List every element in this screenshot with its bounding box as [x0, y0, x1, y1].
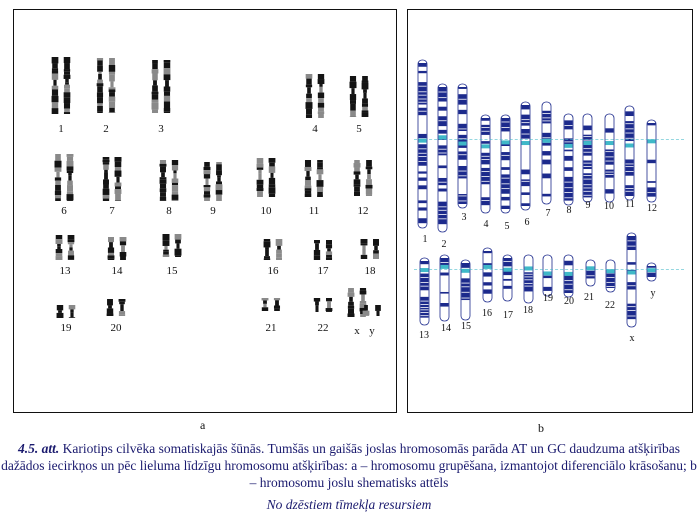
chromosome-pair-9 — [200, 161, 226, 203]
chromosome-label-7: 7 — [109, 205, 115, 217]
ideogram-label-4: 4 — [483, 219, 489, 230]
chromosome-label-y: y — [369, 325, 375, 337]
ideogram-10 — [604, 113, 615, 203]
ideogram-label-1: 1 — [422, 234, 428, 245]
ideogram-y — [646, 262, 657, 282]
ideogram-20 — [563, 254, 574, 298]
ideogram-17 — [502, 254, 513, 302]
chromosome-label-9: 9 — [210, 205, 216, 217]
chromosome-label-16: 16 — [267, 265, 279, 277]
chromosome-pair-17 — [310, 239, 336, 262]
chromosome-pair-14 — [104, 236, 130, 262]
chromosome-pair-3 — [148, 59, 174, 115]
chromosome-pair-5 — [346, 75, 372, 119]
chromosome-pair-21 — [258, 297, 284, 313]
chromosome-label-22: 22 — [317, 322, 329, 334]
chromosome-label-12: 12 — [357, 205, 369, 217]
figure-source: No dzēstiem tīmekļa resursiem — [266, 497, 432, 512]
chromosome-pair-18 — [357, 238, 383, 261]
chromosome-label-4: 4 — [312, 123, 318, 135]
chromosome-label-8: 8 — [166, 205, 172, 217]
ideogram-9 — [582, 113, 593, 203]
ideogram-6 — [520, 101, 531, 211]
ideogram-label-x: x — [629, 333, 635, 344]
chromosome-pair-7 — [99, 156, 125, 203]
chromosome-label-15: 15 — [166, 265, 178, 277]
chromosome-label-6: 6 — [61, 205, 67, 217]
ideogram-label-22: 22 — [605, 300, 615, 311]
caption-lead: 4.5. att. — [18, 441, 60, 456]
ideogram-label-7: 7 — [545, 208, 551, 219]
ideogram-label-21: 21 — [584, 292, 594, 303]
chromosome-label-18: 18 — [364, 265, 376, 277]
chromosome-pair-16 — [260, 238, 286, 262]
chromosome-label-11: 11 — [308, 205, 320, 217]
chromosome-label-21: 21 — [265, 322, 277, 334]
chromosome-pair-15 — [159, 233, 185, 259]
chromosome-pair-1 — [48, 56, 74, 116]
ideogram-label-15: 15 — [461, 321, 471, 332]
chromosome-pair-19 — [53, 304, 79, 320]
ideogram-panel — [407, 9, 693, 413]
ideogram-label-17: 17 — [503, 310, 513, 321]
ideogram-label-18: 18 — [523, 305, 533, 316]
ideogram-label-10: 10 — [604, 201, 614, 212]
figure-caption — [0, 440, 698, 491]
ideogram-21 — [585, 259, 596, 287]
panel-b-label: b — [538, 421, 544, 435]
ideogram-13 — [419, 257, 430, 326]
ideogram-11 — [624, 105, 635, 201]
chromosome-pair-12 — [350, 159, 376, 198]
ideogram-label-20: 20 — [564, 296, 574, 307]
ideogram-18 — [523, 254, 534, 304]
ideogram-5 — [500, 114, 511, 214]
ideogram-label-19: 19 — [543, 293, 553, 304]
chromosome-label-10: 10 — [260, 205, 272, 217]
ideogram-label-8: 8 — [566, 205, 572, 216]
ideogram-2 — [437, 83, 448, 233]
karyotype-photo-panel — [13, 9, 397, 413]
ideogram-label-3: 3 — [461, 212, 467, 223]
ideogram-16 — [482, 247, 493, 303]
chromosome-label-2: 2 — [103, 123, 109, 135]
chromosome-pair-13 — [52, 234, 78, 262]
chromosome-label-20: 20 — [110, 322, 122, 334]
chromosome-label-3: 3 — [158, 123, 164, 135]
chromosome-label-5: 5 — [356, 123, 362, 135]
chromosome-pair-22 — [310, 297, 336, 314]
ideogram-label-y: y — [650, 288, 656, 299]
ideogram-19 — [542, 254, 553, 297]
ideogram-22 — [605, 259, 616, 293]
ideogram-label-6: 6 — [524, 217, 530, 228]
ideogram-3 — [457, 83, 468, 209]
ideogram-12 — [646, 119, 657, 203]
ideogram-label-11: 11 — [625, 199, 635, 210]
ideogram-x — [626, 232, 637, 328]
ideogram-1 — [417, 59, 428, 229]
chromosome-label-x: x — [354, 325, 360, 337]
ideogram-8 — [563, 113, 574, 206]
ideogram-4 — [480, 114, 491, 214]
ideogram-14 — [439, 254, 450, 322]
chromosome-pair-11 — [301, 159, 327, 199]
chromosome-label-13: 13 — [59, 265, 71, 277]
chromosome-label-17: 17 — [317, 265, 329, 277]
ideogram-label-2: 2 — [441, 239, 447, 250]
panel-a-label: a — [200, 418, 206, 432]
chromosome-pair-6 — [51, 153, 77, 203]
centromere-guide-line — [414, 269, 684, 270]
centromere-guide-line — [414, 139, 684, 140]
ideogram-label-5: 5 — [504, 221, 510, 232]
chromosome-pair-10 — [253, 157, 279, 199]
ideogram-7 — [541, 101, 552, 205]
ideogram-label-16: 16 — [482, 308, 492, 319]
caption-text: Kariotips cilvēka somatiskajās šūnās. Tumšās un gaišās joslas hromosomās parāda AT un GC daudzuma atšķirības dažādos iecirkņos un pēc lieluma līdzīgu hromosomu atšķirības: a – hromosomu grupēšana, izmantojot diferenciālo krāsošanu; b – hromosomu joslu shematisks attēls — [1, 441, 697, 490]
ideogram-label-9: 9 — [585, 200, 591, 211]
chromosome-pair-20 — [103, 298, 129, 318]
chromosome-pair-4 — [302, 73, 328, 120]
chromosome-label-19: 19 — [60, 322, 72, 334]
chromosome-label-1: 1 — [58, 123, 64, 135]
chromosome-pair-8 — [156, 159, 182, 203]
chromosome-pair-2 — [93, 57, 119, 115]
chromosome-pair-y — [359, 304, 385, 318]
ideogram-label-13: 13 — [419, 330, 429, 341]
ideogram-label-14: 14 — [441, 323, 451, 334]
chromosome-label-14: 14 — [111, 265, 123, 277]
ideogram-label-12: 12 — [647, 203, 657, 214]
